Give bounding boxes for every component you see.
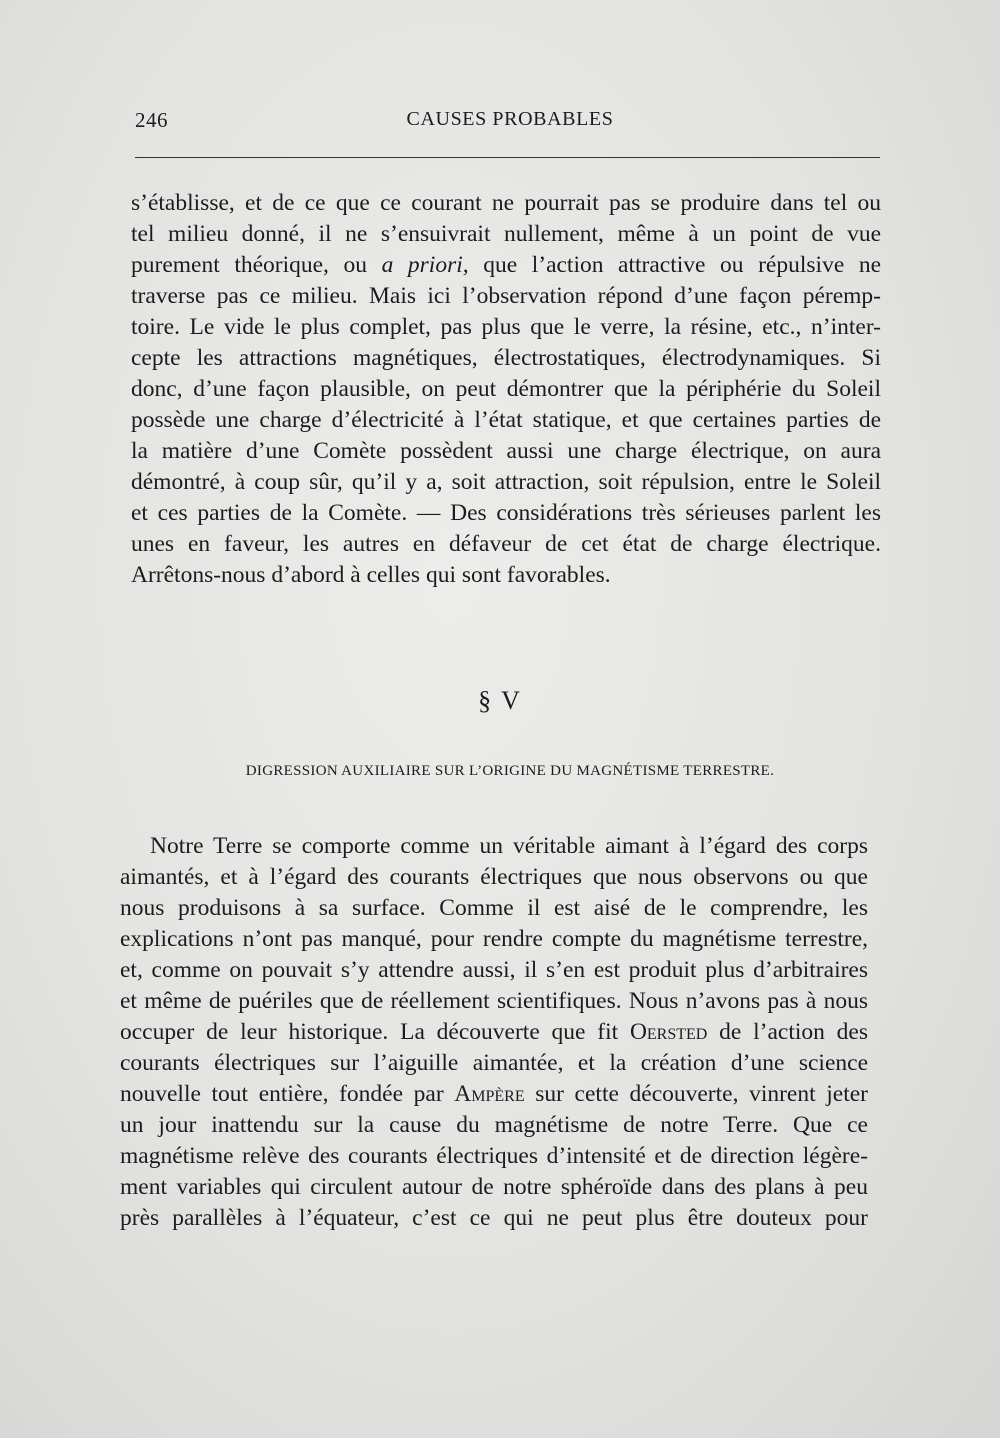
text-segment: purement théorique, ou: [131, 252, 368, 278]
text-line: courants électriques sur l’aiguille aimantée, et la création d’une science: [120, 1050, 868, 1076]
text-line: aimantés, et à l’égard des courants électriques que nous observons ou que: [120, 864, 868, 890]
text-segment: occuper de leur historique. La découverte que fit: [120, 1019, 619, 1045]
text-line: possède une charge d’électricité à l’état statique, et que certaines parties de: [131, 407, 881, 433]
paragraph-continued: [131, 188, 881, 591]
text-line: cepte les attractions magnétiques, électrostatiques, électrodynamiques. Si: [131, 345, 881, 371]
paragraph: [120, 831, 868, 1234]
text-line: unes en faveur, les autres en défaveur de cet état de charge électrique.: [131, 531, 881, 557]
running-head: CAUSES PROBABLES: [406, 108, 614, 130]
text-line: nous produisons à sa surface. Comme il est aisé de le comprendre, les: [120, 895, 868, 921]
text-line: donc, d’une façon plausible, on peut démontrer que la périphérie du Soleil: [131, 376, 881, 402]
text-line: explications n’ont pas manqué, pour rendre compte du magnétisme terrestre,: [120, 926, 868, 952]
text-line: toire. Le vide le plus complet, pas plus que le verre, la résine, etc., n’inter-: [131, 314, 881, 340]
text-line: [120, 1017, 868, 1048]
text-line: la matière d’une Comète possèdent aussi une charge électrique, on aura: [131, 438, 881, 464]
text-segment: nouvelle tout entière, fondée par: [120, 1081, 444, 1107]
text-line: ment variables qui circulent autour de notre sphéroïde dans des plans à peu: [120, 1174, 868, 1200]
text-line: magnétisme relève des courants électriques d’intensité et de direction légère-: [120, 1143, 868, 1169]
person-name: Oersted: [629, 1019, 708, 1045]
text-line: près parallèles à l’équateur, c’est ce qui ne peut plus être douteux pour: [120, 1205, 868, 1231]
text-line: et ces parties de la Comète. — Des considérations très sérieuses parlent les: [131, 500, 881, 526]
section-title: DIGRESSION AUXILIAIRE SUR L’ORIGINE DU MAGNÉTISME TERRESTRE.: [245, 763, 775, 779]
text-line: Arrêtons-nous d’abord à celles qui sont favorables.: [131, 562, 611, 588]
text-line: [120, 1079, 868, 1110]
text-line: [131, 250, 881, 281]
text-line: et même de puériles que de réellement scientifiques. Nous n’avons pas à nous: [120, 988, 868, 1014]
text-line: Notre Terre se comporte comme un véritable aimant à l’égard des corps: [150, 833, 868, 859]
text-segment: que l’action attractive ou répulsive ne: [483, 252, 882, 278]
text-line: s’établisse, et de ce que ce courant ne pourrait pas se produire dans tel ou: [131, 190, 881, 216]
page-number: 246: [135, 108, 168, 132]
text-line: démontré, à coup sûr, qu’il y a, soit attraction, soit répulsion, entre le Soleil: [131, 469, 881, 495]
person-name: Ampère: [454, 1081, 525, 1107]
italic-phrase: a priori,: [381, 252, 469, 278]
text-line: un jour inattendu sur la cause du magnétisme de notre Terre. Que ce: [120, 1112, 868, 1138]
text-line: et, comme on pouvait s’y attendre aussi, il s’en est produit plus d’arbitraires: [120, 957, 868, 983]
section-number: § V: [478, 686, 522, 715]
header-rule: [135, 157, 880, 158]
text-line: tel milieu donné, il ne s’ensuivrait nullement, même à un point de vue: [131, 221, 881, 247]
text-line: traverse pas ce milieu. Mais ici l’observation répond d’une façon péremp-: [131, 283, 881, 309]
text-segment: de l’action des: [719, 1019, 869, 1045]
text-segment: sur cette découverte, vinrent jeter: [535, 1081, 868, 1107]
